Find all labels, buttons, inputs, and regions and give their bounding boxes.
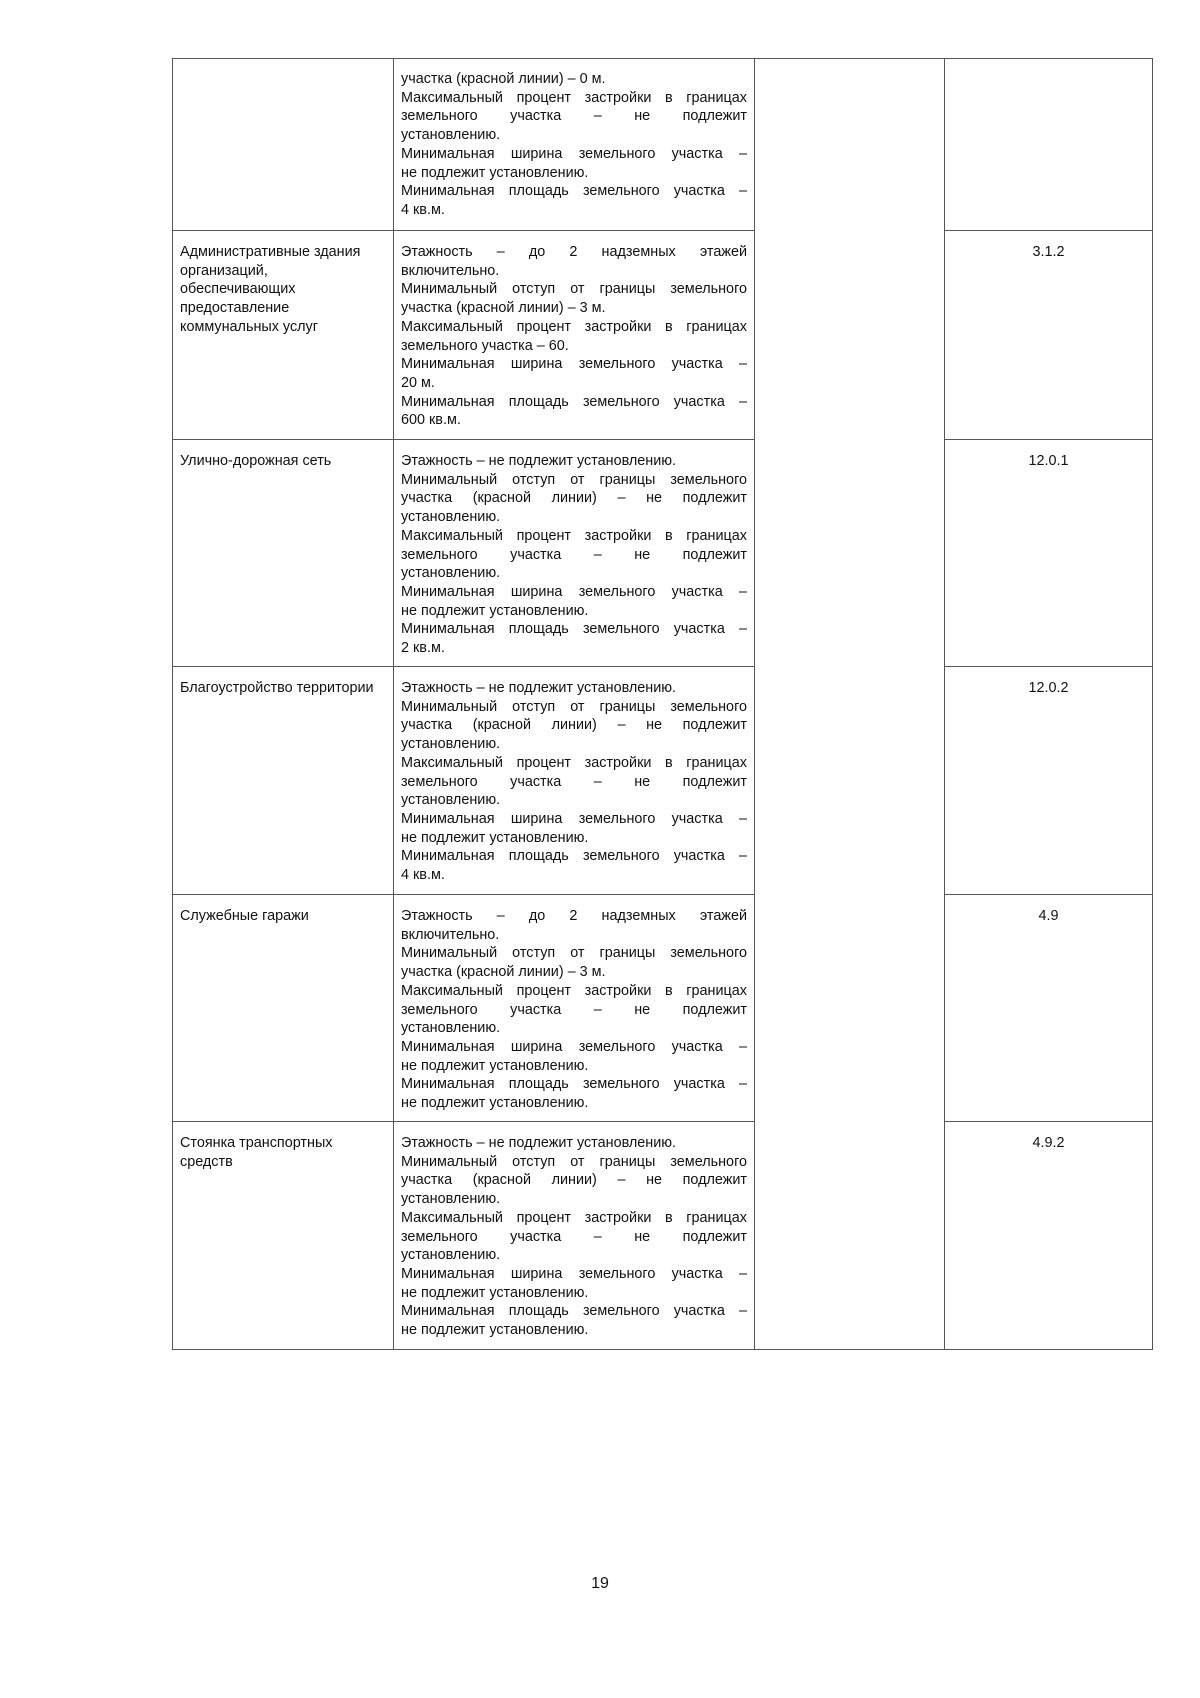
parameters-cell — [394, 1122, 755, 1350]
land-use-code-cell — [945, 231, 1153, 440]
parameter-line: Этажность – до 2 надземных этажей — [401, 908, 747, 924]
parameter-line: установлению. — [401, 509, 501, 526]
parameter-line: установлению. — [401, 565, 501, 582]
land-use-code: 4.9 — [1038, 908, 1059, 924]
land-use-code-cell — [945, 895, 1153, 1122]
parameter-line: Этажность – не подлежит установлению. — [401, 1135, 677, 1151]
parameters-text — [394, 1122, 754, 1348]
parameter-line: включительно. — [401, 926, 500, 943]
parameter-line: участка (красной линии) – не подлежит — [401, 717, 747, 734]
parameter-line: 600 кв.м. — [401, 412, 461, 429]
parameter-line: участка (красной линии) – 3 м. — [401, 964, 606, 981]
parameters-cell — [394, 667, 755, 895]
parameter-line: Максимальный процент застройки в границах — [401, 754, 747, 771]
parameter-line: 20 м. — [401, 374, 435, 391]
parameter-line: участка (красной линии) – 0 м. — [401, 71, 606, 87]
parameter-line: земельного участка – не подлежит — [401, 546, 747, 563]
parameters-cell — [394, 231, 755, 440]
parameter-line: Минимальная ширина земельного участка – — [401, 1265, 747, 1282]
parameter-line: 4 кв.м. — [401, 867, 445, 884]
parameter-line: не подлежит установлению. — [401, 1057, 589, 1074]
parameter-line: Максимальный процент застройки в границах — [401, 318, 747, 335]
parameter-line: Этажность – до 2 надземных этажей — [401, 244, 747, 260]
land-use-code: 12.0.2 — [1028, 680, 1069, 696]
land-use-code — [945, 59, 1152, 78]
parameter-line: участка (красной линии) – не подлежит — [401, 490, 747, 507]
land-use-name — [173, 59, 393, 78]
land-use-name: Служебные гаражи — [180, 908, 309, 924]
table-row — [173, 59, 1153, 231]
land-use-name-cell — [173, 895, 394, 1122]
parameters-cell — [394, 440, 755, 667]
land-use-name: Улично-дорожная сеть — [180, 453, 332, 469]
land-use-code-cell — [945, 440, 1153, 667]
land-use-code: 3.1.2 — [1032, 244, 1065, 260]
table-row — [173, 231, 1153, 440]
land-use-name: Благоустройство территории — [180, 680, 374, 696]
parameter-line: установлению. — [401, 736, 501, 753]
parameter-line: Максимальный процент застройки в границах — [401, 89, 747, 106]
parameter-line: 4 кв.м. — [401, 201, 445, 218]
parameter-line: не подлежит установлению. — [401, 829, 589, 846]
parameter-line: Максимальный процент застройки в границах — [401, 527, 747, 544]
parameter-line: установлению. — [401, 1020, 501, 1037]
land-use-name-cell — [173, 440, 394, 667]
parameter-line: Минимальная площадь земельного участка – — [401, 393, 747, 410]
table-row — [173, 440, 1153, 667]
parameter-line: Максимальный процент застройки в границах — [401, 982, 747, 999]
parameter-line: установлению. — [401, 1247, 501, 1264]
parameter-line: Минимальная ширина земельного участка – — [401, 145, 747, 162]
land-use-name-cell — [173, 59, 394, 231]
parameter-line: Минимальная ширина земельного участка – — [401, 1038, 747, 1055]
parameter-line: не подлежит установлению. — [401, 1095, 589, 1112]
parameters-cell — [394, 895, 755, 1122]
parameters-text — [394, 59, 754, 228]
parameter-line: участка (красной линии) – не подлежит — [401, 1172, 747, 1189]
parameter-line: Максимальный процент застройки в границах — [401, 1209, 747, 1226]
parameter-line: земельного участка – 60. — [401, 337, 569, 354]
parameter-line: Минимальная площадь земельного участка – — [401, 621, 747, 638]
page-number: 19 — [591, 1575, 609, 1592]
parameter-line: установлению. — [401, 127, 501, 144]
parameter-line: Минимальная площадь земельного участка – — [401, 183, 747, 200]
parameter-line: земельного участка – не подлежит — [401, 1228, 747, 1245]
parameter-line: Минимальная площадь земельного участка – — [401, 1303, 747, 1320]
parameters-text — [394, 667, 754, 893]
land-use-name-cell — [173, 1122, 394, 1350]
parameters-text — [394, 440, 754, 666]
parameter-line: не подлежит установлению. — [401, 1322, 589, 1339]
parameter-line: Минимальный отступ от границы земельного — [401, 1153, 747, 1170]
land-use-name: Административные здания организаций, обеспечивающих предоставление коммунальных услуг — [180, 244, 361, 335]
parameter-line: установлению. — [401, 1191, 501, 1208]
parameter-line: включительно. — [401, 262, 500, 279]
parameter-line: не подлежит установлению. — [401, 164, 589, 181]
table-row — [173, 895, 1153, 1122]
parameter-line: Минимальная ширина земельного участка – — [401, 356, 747, 373]
parameter-line: Минимальный отступ от границы земельного — [401, 471, 747, 488]
parameters-text — [394, 231, 754, 438]
table-row — [173, 667, 1153, 895]
parameter-line: Минимальный отступ от границы земельного — [401, 281, 747, 298]
regulations-table-body — [173, 59, 1153, 1350]
parameter-line: земельного участка – не подлежит — [401, 1001, 747, 1018]
land-use-code-cell — [945, 1122, 1153, 1350]
land-use-name-cell — [173, 667, 394, 895]
parameter-line: не подлежит установлению. — [401, 1284, 589, 1301]
restrictions-cell — [755, 59, 945, 1350]
parameter-line: земельного участка – не подлежит — [401, 773, 747, 790]
parameter-line: Минимальная площадь земельного участка – — [401, 848, 747, 865]
parameter-line: Этажность – не подлежит установлению. — [401, 680, 677, 696]
parameter-line: не подлежит установлению. — [401, 602, 589, 619]
parameter-line: Минимальная площадь земельного участка – — [401, 1076, 747, 1093]
parameter-line: Минимальная ширина земельного участка – — [401, 810, 747, 827]
parameter-line: 2 кв.м. — [401, 640, 445, 657]
parameters-cell — [394, 59, 755, 231]
parameter-line: установлению. — [401, 792, 501, 809]
land-use-name: Стоянка транспортных средств — [180, 1135, 333, 1170]
land-use-code-cell — [945, 667, 1153, 895]
parameter-line: Минимальный отступ от границы земельного — [401, 698, 747, 715]
table-row — [173, 1122, 1153, 1350]
parameter-line: Минимальная ширина земельного участка – — [401, 583, 747, 600]
land-use-code: 12.0.1 — [1028, 453, 1069, 469]
parameter-line: участка (красной линии) – 3 м. — [401, 300, 606, 317]
parameter-line: Этажность – не подлежит установлению. — [401, 453, 677, 469]
regulations-table — [172, 58, 1153, 1350]
parameters-text — [394, 895, 754, 1121]
land-use-code-cell — [945, 59, 1153, 231]
land-use-name-cell — [173, 231, 394, 440]
parameter-line: земельного участка – не подлежит — [401, 108, 747, 125]
parameter-line: Минимальный отступ от границы земельного — [401, 945, 747, 962]
land-use-code: 4.9.2 — [1032, 1135, 1065, 1151]
